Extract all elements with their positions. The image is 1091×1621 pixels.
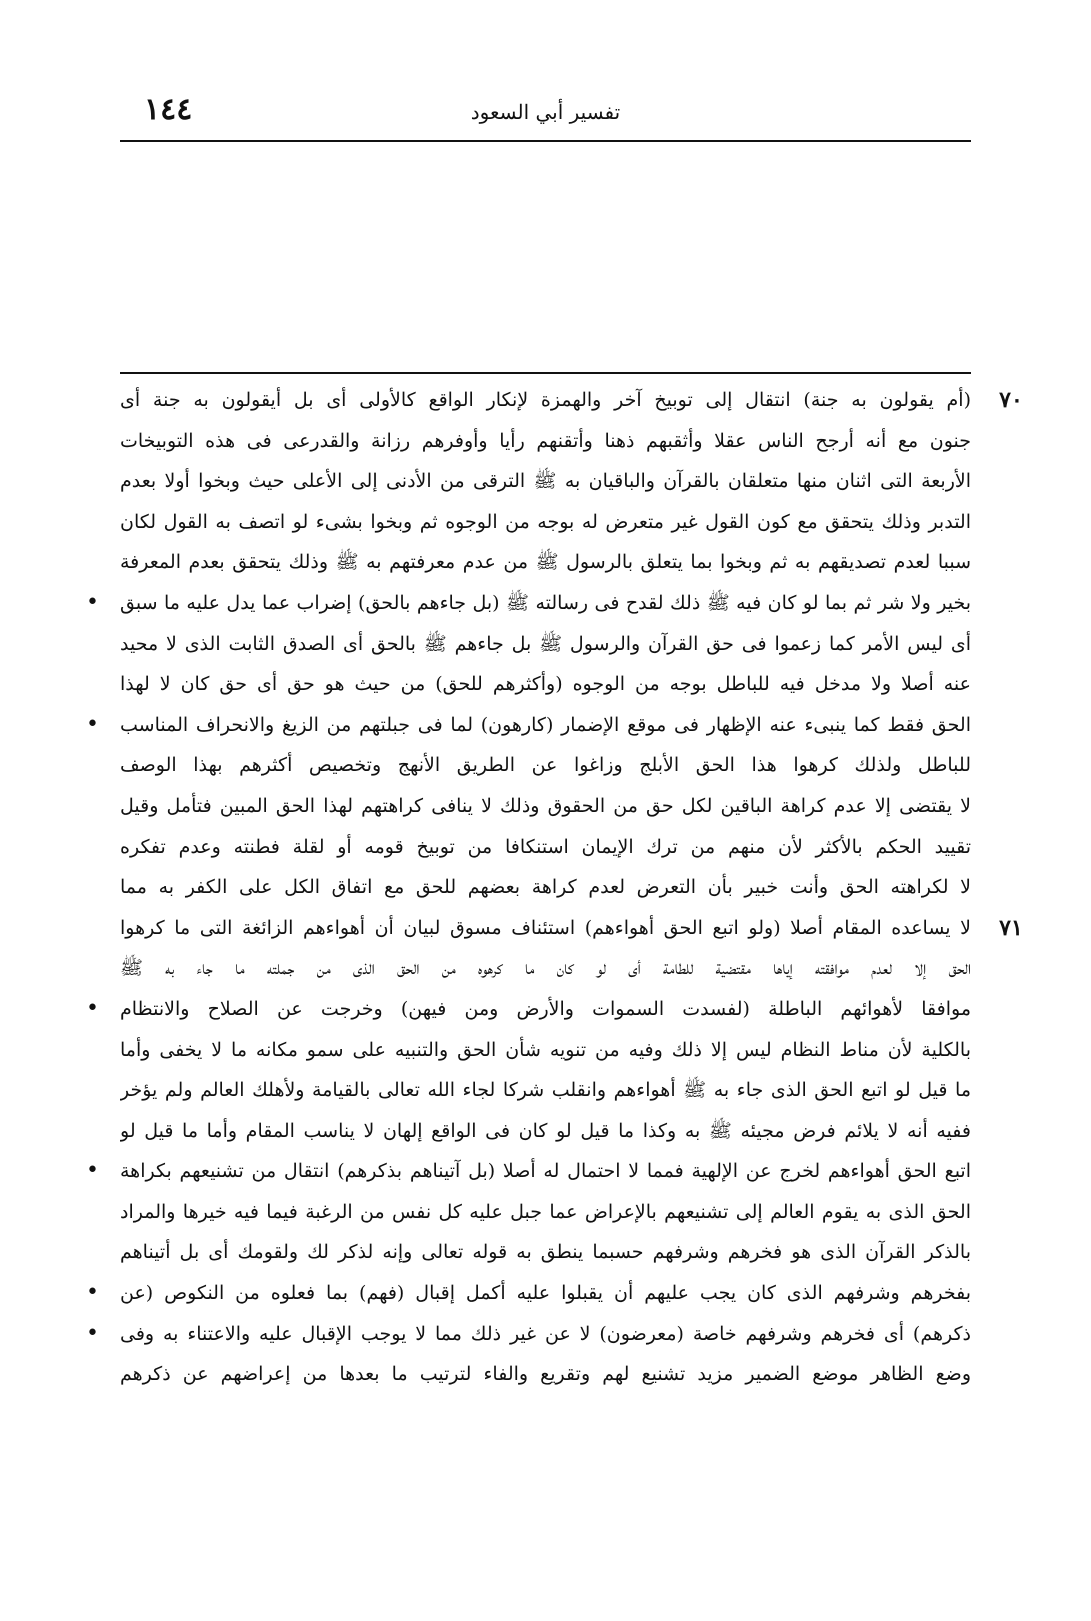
line-marker-icon: • (86, 589, 99, 615)
commentary-line (86, 1273, 1031, 1314)
commentary-text: الحق فقط كما ينبىء عنه الإظهار فى موقع الإضمار (كارهون) لما فى جبلتهم من الزيغ والانحراف المناسب (120, 713, 971, 736)
commentary-line (86, 583, 1031, 624)
line-marker-icon: • (86, 1320, 99, 1346)
commentary-line (86, 989, 1031, 1030)
commentary-text: جنون مع أنه أرجح الناس عقلا وأثقبهم ذهنا وأتقنهم رأيا وأوفرهم رزانة والقدرعى فى هذه التوبيخات (120, 429, 971, 452)
commentary-line (120, 1030, 1031, 1071)
commentary-line (120, 1232, 1031, 1273)
commentary-line (120, 502, 1031, 543)
commentary-text: عنه أصلا ولا مدخل فيه للباطل بوجه من الوجوه (وأكثرهم للحق) من حيث هو حق أى حق كان لا لهذا (120, 673, 971, 696)
commentary-text: لا يساعده المقام أصلا (ولو اتبع الحق أهواءهم) استئناف مسوق لبيان أن أهواءهم الزائغة التى ما كرهوا (120, 916, 971, 939)
commentary-text: الحق إلا لعدم موافقته إياها مقتضية للطامة أى لو كان ما كرهوه من الحق الذى من جملته ما جاء به ﷺ (120, 957, 971, 980)
commentary-line (120, 908, 1031, 949)
commentary-line (120, 461, 1031, 502)
commentary-text: (أم يقولون به جنة) انتقال إلى توبيخ آخر والهمزة لإنكار الواقع كالأولى أى بل أيقولون به جنة أى (120, 389, 971, 411)
commentary-text: اتبع الحق أهواءهم لخرج عن الإلهية فمما لا احتمال له أصلا (بل آتيناهم بذكرهم) انتقال من تشنيعهم بكراهة (120, 1160, 971, 1183)
commentary-line (120, 664, 1031, 705)
commentary-block (86, 380, 1031, 1395)
commentary-text: تقييد الحكم بالأكثر لأن منهم من ترك الإيمان استنكافا من توبيخ قومه أو لقلة فطنته وعدم تفكره (120, 835, 971, 858)
commentary-text: الأربعة التى اثنان منها متعلقان بالقرآن والباقيان به ﷺ الترقى من الأدنى إلى الأعلى حيث وبخوا أولا بعدم (120, 470, 971, 493)
commentary-line (120, 1192, 1031, 1233)
commentary-text: ما قيل لو اتبع الحق الذى جاء به ﷺ أهواءهم وانقلب شركا لجاء الله تعالى بالقيامة ولأهلك العالم ولم يؤخر (120, 1079, 971, 1102)
line-marker-icon: • (86, 1158, 99, 1184)
commentary-text: وضع الظاهر موضع الضمير مزيد تشنيع لهم وتقريع والفاء لترتيب ما بعدها من إعراضهم عن ذكرهم (120, 1363, 971, 1386)
commentary-text: بخير ولا شر ثم بما لو كان فيه ﷺ ذلك لقدح فى رسالته ﷺ (بل جاءهم بالحق) إضراب عما يدل عليه ما سبق (120, 591, 971, 614)
commentary-line (120, 827, 1031, 868)
commentary-text: للباطل ولذلك كرهوا هذا الحق الأبلج وزاغوا عن الطريق الأنهج وتخصيص أكثرهم بهذا الوصف (120, 754, 971, 777)
commentary-line (120, 745, 1031, 786)
line-marker-icon: • (86, 1280, 99, 1306)
commentary-text: التدبر وذلك يتحقق مع كون القول غير متعرض له بوجه من الوجوه ثم وبخوا بشىء لو اتصف به القول لكان (120, 510, 971, 533)
verse-number: ٧١ (999, 914, 1023, 941)
commentary-line (120, 380, 1031, 421)
commentary-line (86, 1314, 1031, 1355)
commentary-line (120, 1354, 1031, 1395)
page-header (120, 92, 971, 142)
commentary-line (86, 1151, 1031, 1192)
running-title: تفسير أبي السعود (470, 100, 621, 124)
commentary-text: أى ليس الأمر كما زعموا فى حق القرآن والرسول ﷺ بل جاءهم ﷺ بالحق أى الصدق الثابت الذى لا محيد (120, 632, 971, 655)
line-marker-icon: • (86, 711, 99, 737)
commentary-text: بالكلية لأن مناط النظام ليس إلا ذلك وفيه من تنويه شأن الحق والتنبيه على سمو مكانه ما لا يخفى وأما (120, 1038, 971, 1061)
commentary-text: ذكرهم) أى فخرهم وشرفهم خاصة (معرضون) لا عن غير ذلك مما لا يوجب الإقبال عليه والاعتناء به وفى (120, 1322, 971, 1345)
line-marker-icon: • (86, 995, 99, 1021)
page-number: ١٤٤ (144, 92, 193, 127)
commentary-text: الحق الذى به يقوم العالم إلى تشنيعهم بالإعراض عما جبل عليه كل نفس من الرغبة فيما فيه خيرها والمراد (120, 1200, 971, 1223)
commentary-line (120, 1070, 1031, 1111)
commentary-line (120, 624, 1031, 665)
quran-verses-block (120, 158, 971, 364)
commentary-text: موافقا لأهوائهم الباطلة (لفسدت السموات والأرض ومن فيهن) وخرجت عن الصلاح والانتظام (120, 997, 971, 1020)
verse-number: ٧٠ (999, 387, 1023, 413)
commentary-line (86, 705, 1031, 746)
header-rule (120, 140, 971, 142)
commentary-text: بالذكر القرآن الذى هو فخرهم وشرفهم حسبما ينطق به قوله تعالى وإنه لذكر لك ولقومك أى بل أتيناهم (120, 1241, 971, 1264)
commentary-text: لا يقتضى إلا عدم كراهة الباقين لكل حق من الحقوق وذلك لا ينافى كراهتهم لهذا الحق المبين فتأمل وقيل (120, 794, 971, 817)
commentary-text: سببا لعدم تصديقهم به ثم وبخوا بما يتعلق بالرسول ﷺ من عدم معرفتهم به ﷺ وذلك يتحقق بعدم المعرفة (120, 551, 971, 574)
commentary-text: لا لكراهته الحق وأنت خبير بأن التعرض لعدم كراهة بعضهم للحق مع اتفاق الكل على الكفر به مما (120, 876, 971, 899)
commentary-line (120, 786, 1031, 827)
commentary-line (120, 542, 1031, 583)
commentary-line (120, 1111, 1031, 1152)
commentary-line (120, 948, 1031, 989)
commentary-line (120, 421, 1031, 462)
commentary-text: ففيه أنه لا يلائم فرض مجيئه ﷺ به وكذا ما قيل لو كان فى الواقع إلهان لا يناسب المقام وأما ما قيل لو (120, 1119, 971, 1142)
commentary-line (120, 867, 1031, 908)
commentary-text: بفخرهم وشرفهم الذى كان يجب عليهم أن يقبلوا عليه أكمل إقبال (فهم) بما فعلوه من النكوص (عن (120, 1282, 971, 1305)
verses-rule (120, 372, 971, 374)
